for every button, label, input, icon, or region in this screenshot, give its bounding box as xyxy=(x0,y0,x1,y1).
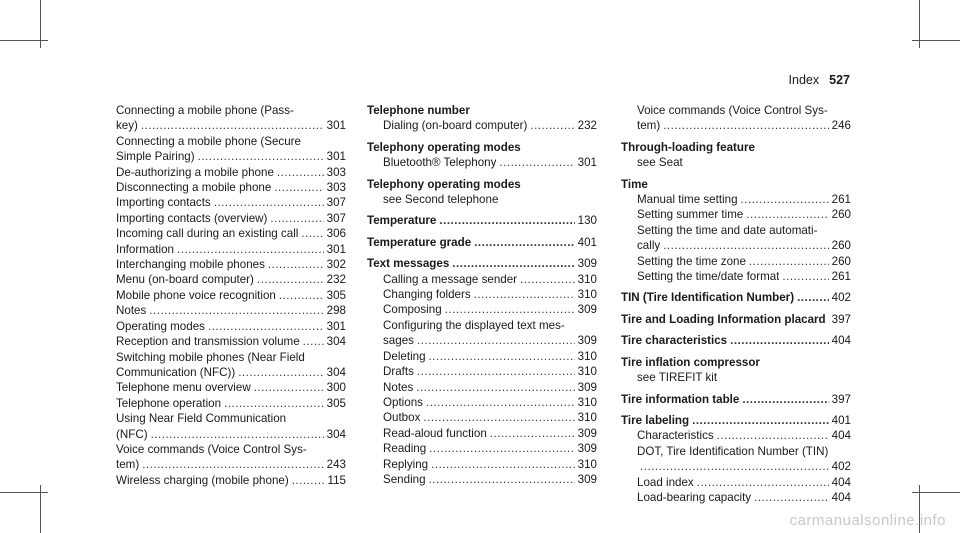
index-row[interactable] xyxy=(367,256,597,271)
entry-heading: Telephony operating modes xyxy=(367,140,521,154)
page-ref: 404 xyxy=(831,429,851,443)
page-ref: 304 xyxy=(326,335,346,349)
entry-text: Bluetooth® Telephony xyxy=(383,156,497,170)
index-row[interactable] xyxy=(367,333,597,348)
page-ref: 307 xyxy=(326,211,346,225)
list-item xyxy=(116,272,346,287)
index-row[interactable] xyxy=(367,426,597,441)
index-row[interactable] xyxy=(621,118,851,133)
index-row[interactable] xyxy=(621,312,851,327)
entry-text: Information xyxy=(116,242,174,256)
index-row[interactable] xyxy=(367,441,597,456)
page-ref: 305 xyxy=(326,396,346,410)
index-row[interactable] xyxy=(621,490,851,505)
page-number: 527 xyxy=(829,73,850,87)
index-row[interactable] xyxy=(116,118,346,133)
leader-dots xyxy=(797,290,829,305)
entry-text: key) xyxy=(116,119,138,133)
leader-dots xyxy=(697,475,829,490)
entry-text: Setting the time and date automati- xyxy=(637,223,818,237)
index-row[interactable] xyxy=(116,211,346,226)
entry-text: Simple Pairing) xyxy=(116,150,195,164)
entry-text: Drafts xyxy=(383,365,414,379)
page-header xyxy=(789,73,850,87)
entry-text: Menu (on-board computer) xyxy=(116,273,254,287)
leader-dots xyxy=(742,392,828,407)
page-ref: 310 xyxy=(577,288,597,302)
index-entry xyxy=(367,140,597,171)
leader-dots xyxy=(452,256,574,271)
leader-dots xyxy=(746,207,828,222)
entry-heading: Tire information table xyxy=(621,392,740,406)
index-column-1 xyxy=(116,103,346,488)
page-ref: 404 xyxy=(831,490,851,504)
leader-dots xyxy=(749,254,829,269)
leader-dots xyxy=(530,118,574,133)
page-ref: 304 xyxy=(326,365,346,379)
entry-text: Reading xyxy=(383,442,427,456)
leader-dots xyxy=(277,165,324,180)
index-entry xyxy=(621,177,851,285)
page-ref: 301 xyxy=(326,242,346,256)
leader-dots xyxy=(279,288,324,303)
page-ref: 310 xyxy=(577,272,597,286)
index-row[interactable] xyxy=(116,257,346,272)
page-ref: 304 xyxy=(326,427,346,441)
entry-text: Incoming call during an existing call xyxy=(116,227,299,241)
leader-dots xyxy=(445,302,575,317)
leader-dots xyxy=(177,242,324,257)
entry-text: Importing contacts (overview) xyxy=(116,211,268,225)
index-row[interactable] xyxy=(116,195,346,210)
page-ref: 301 xyxy=(326,319,346,333)
leader-dots xyxy=(692,413,829,428)
page-ref: 246 xyxy=(831,119,851,133)
list-item xyxy=(116,319,346,334)
index-column-3 xyxy=(621,103,851,511)
entry-text: Options xyxy=(383,395,423,409)
page-ref: 307 xyxy=(326,196,346,210)
index-row[interactable] xyxy=(116,149,346,164)
index-row[interactable] xyxy=(367,118,597,133)
entry-text: Calling a message sender xyxy=(383,272,518,286)
leader-dots xyxy=(238,365,323,380)
entry-heading: Text messages xyxy=(367,257,450,271)
index-row[interactable] xyxy=(621,254,851,269)
page-ref: 232 xyxy=(577,119,597,133)
leader-dots xyxy=(431,457,575,472)
entry-text: Notes xyxy=(383,380,414,394)
list-item xyxy=(116,334,346,349)
page-ref: 310 xyxy=(577,365,597,379)
page-ref: 232 xyxy=(326,273,346,287)
index-row[interactable] xyxy=(621,428,851,443)
entry-text: Interchanging mobile phones xyxy=(116,258,265,272)
page-ref: 401 xyxy=(831,413,851,427)
leader-dots xyxy=(741,192,829,207)
crop-mark xyxy=(912,40,960,41)
page-ref: 309 xyxy=(577,472,597,486)
entry-text: De-authorizing a mobile phone xyxy=(116,165,274,179)
page-ref: 130 xyxy=(577,214,597,228)
index-row[interactable] xyxy=(621,269,851,284)
index-entry xyxy=(621,290,851,305)
leader-dots xyxy=(224,396,324,411)
leader-dots xyxy=(142,457,323,472)
leader-dots xyxy=(301,226,323,241)
entry-text: Importing contacts xyxy=(116,196,211,210)
index-row[interactable] xyxy=(367,457,597,472)
index-row[interactable] xyxy=(367,287,597,302)
index-row[interactable] xyxy=(116,226,346,241)
list-item xyxy=(116,180,346,195)
crop-mark xyxy=(912,492,960,493)
index-entry xyxy=(367,103,597,134)
leader-dots xyxy=(303,334,324,349)
leader-dots xyxy=(257,272,324,287)
page-ref: 298 xyxy=(326,304,346,318)
index-row[interactable] xyxy=(367,364,597,379)
leader-dots xyxy=(429,472,575,487)
index-row[interactable] xyxy=(116,473,346,488)
index-entry xyxy=(621,355,851,386)
entry-heading: Tire labeling xyxy=(621,413,690,427)
leader-dots xyxy=(254,380,324,395)
entry-heading: Tire characteristics xyxy=(621,334,728,348)
leader-dots xyxy=(270,211,323,226)
page-ref: 402 xyxy=(831,291,851,305)
index-entry xyxy=(367,213,597,228)
index-row[interactable] xyxy=(116,180,346,195)
entry-heading: Temperature grade xyxy=(367,235,472,249)
index-row[interactable] xyxy=(367,272,597,287)
entry-text: Switching mobile phones (Near Field xyxy=(116,350,305,364)
list-item xyxy=(116,303,346,318)
index-row[interactable] xyxy=(621,392,851,407)
page-ref: 301 xyxy=(577,156,597,170)
index-row[interactable] xyxy=(116,242,346,257)
page-ref: 310 xyxy=(577,395,597,409)
entry-heading: Tire and Loading Information placard xyxy=(621,312,826,326)
page-ref: 309 xyxy=(577,257,597,271)
list-item xyxy=(116,442,346,473)
entry-text: tem) xyxy=(637,119,661,133)
index-row[interactable] xyxy=(116,272,346,287)
index-row[interactable] xyxy=(621,333,851,348)
index-row[interactable] xyxy=(367,380,597,395)
index-row[interactable] xyxy=(116,288,346,303)
list-item xyxy=(116,195,346,210)
index-entry xyxy=(621,392,851,407)
page-ref: 301 xyxy=(326,150,346,164)
index-row[interactable] xyxy=(621,238,851,253)
entry-text: Reception and transmission volume xyxy=(116,335,300,349)
entry-text: Composing xyxy=(383,303,442,317)
entry-text: Read-aloud function xyxy=(383,426,487,440)
page-ref: 260 xyxy=(831,208,851,222)
entry-text: Communication (NFC)) xyxy=(116,365,236,379)
page-ref: 309 xyxy=(577,442,597,456)
leader-dots xyxy=(417,333,575,348)
list-item xyxy=(116,380,346,395)
leader-dots xyxy=(663,118,828,133)
index-row[interactable] xyxy=(116,427,346,442)
index-row[interactable] xyxy=(367,302,597,317)
list-item xyxy=(116,411,346,442)
index-row[interactable] xyxy=(116,334,346,349)
page-ref: 300 xyxy=(326,381,346,395)
entry-text: Operating modes xyxy=(116,319,205,333)
index-row[interactable] xyxy=(116,396,346,411)
leader-dots xyxy=(429,441,574,456)
leader-dots xyxy=(782,269,828,284)
leader-dots xyxy=(499,155,574,170)
list-item xyxy=(116,226,346,241)
list-item xyxy=(116,242,346,257)
header-label: Index xyxy=(788,73,820,87)
page-ref: 302 xyxy=(326,258,346,272)
leader-dots xyxy=(198,149,324,164)
index-entry xyxy=(621,312,851,327)
entry-heading: Temperature xyxy=(367,214,437,228)
page-ref: 309 xyxy=(577,303,597,317)
leader-dots xyxy=(214,195,324,210)
leader-dots xyxy=(151,427,324,442)
index-entry xyxy=(621,140,851,171)
entry-text: cally xyxy=(637,239,661,253)
leader-dots xyxy=(474,235,574,250)
index-row[interactable] xyxy=(116,319,346,334)
watermark: carmanualsonline.info xyxy=(789,512,946,529)
see-reference: see TIREFIT kit xyxy=(637,371,718,385)
index-entry xyxy=(367,256,597,487)
page-ref: 260 xyxy=(831,254,851,268)
entry-text: Connecting a mobile phone (Pass- xyxy=(116,104,294,117)
page-ref: 303 xyxy=(326,165,346,179)
entry-text: Manual time setting xyxy=(637,193,738,207)
leader-dots xyxy=(141,118,324,133)
entry-text: Notes xyxy=(116,304,147,318)
page-ref: 261 xyxy=(831,270,851,284)
index-row[interactable] xyxy=(621,192,851,207)
page-ref: 309 xyxy=(577,426,597,440)
leader-dots xyxy=(149,303,323,318)
leader-dots xyxy=(730,333,829,348)
index-row[interactable] xyxy=(367,155,597,170)
entry-heading: TIN (Tire Identification Number) xyxy=(621,291,795,305)
index-entry xyxy=(621,333,851,348)
entry-heading: Through-loading feature xyxy=(621,140,755,154)
entry-text: Wireless charging (mobile phone) xyxy=(116,473,289,487)
see-reference: see Second telephone xyxy=(383,193,499,207)
page-ref: 310 xyxy=(577,411,597,425)
page-ref: 309 xyxy=(577,380,597,394)
index-row[interactable] xyxy=(367,395,597,410)
page-ref: 401 xyxy=(577,235,597,249)
entry-heading: Time xyxy=(621,177,648,191)
index-entry xyxy=(367,177,597,208)
see-reference: see Seat xyxy=(637,156,683,170)
index-row[interactable] xyxy=(367,235,597,250)
index-row[interactable] xyxy=(621,459,851,474)
entry-text: Voice commands (Voice Control Sys- xyxy=(116,442,307,456)
list-item xyxy=(116,134,346,165)
entry-text: (NFC) xyxy=(116,427,148,441)
leader-dots xyxy=(416,380,574,395)
list-item xyxy=(116,396,346,411)
page-ref: 309 xyxy=(577,334,597,348)
entry-text: Telephone menu overview xyxy=(116,381,251,395)
page-ref: 261 xyxy=(831,193,851,207)
entry-heading: Tire inflation compressor xyxy=(621,355,760,369)
entry-text: Sending xyxy=(383,472,426,486)
entry-text: Deleting xyxy=(383,349,426,363)
list-item xyxy=(116,165,346,180)
index-row[interactable] xyxy=(621,413,851,428)
entry-text: Outbox xyxy=(383,411,421,425)
index-row[interactable] xyxy=(621,290,851,305)
entry-text: Setting the time/date format xyxy=(637,270,780,284)
page-ref: 306 xyxy=(326,227,346,241)
index-row[interactable] xyxy=(116,457,346,472)
entry-text: Voice commands (Voice Control Sys- xyxy=(637,104,828,117)
leader-dots xyxy=(417,364,575,379)
list-item xyxy=(116,350,346,381)
index-row[interactable] xyxy=(367,410,597,425)
entry-text: Using Near Field Communication xyxy=(116,412,287,426)
entry-text: Mobile phone voice recognition xyxy=(116,288,276,302)
leader-dots xyxy=(490,426,575,441)
index-row[interactable] xyxy=(116,165,346,180)
entry-text: tem) xyxy=(116,458,140,472)
list-item xyxy=(116,103,346,134)
crop-mark xyxy=(0,492,48,493)
index-row[interactable] xyxy=(621,207,851,222)
entry-text: DOT, Tire Identification Number (TIN) xyxy=(637,444,829,458)
index-row[interactable] xyxy=(367,349,597,364)
entry-heading: Telephony operating modes xyxy=(367,177,521,191)
list-item xyxy=(116,288,346,303)
entry-text: Load index xyxy=(637,475,694,489)
entry-text: Connecting a mobile phone (Secure xyxy=(116,134,301,148)
index-row[interactable] xyxy=(116,365,346,380)
list-item xyxy=(116,473,346,488)
entry-text: Setting summer time xyxy=(637,208,744,222)
page-ref: 310 xyxy=(577,457,597,471)
leader-dots xyxy=(423,410,574,425)
page-ref: 305 xyxy=(326,288,346,302)
page-ref: 310 xyxy=(577,349,597,363)
leader-dots xyxy=(663,238,828,253)
leader-dots xyxy=(208,319,324,334)
entry-text: Characteristics xyxy=(637,429,714,443)
index-entry xyxy=(621,413,851,505)
page-ref: 303 xyxy=(326,181,346,195)
leader-dots xyxy=(520,272,575,287)
index-row[interactable] xyxy=(367,472,597,487)
leader-dots xyxy=(429,349,575,364)
page-ref: 243 xyxy=(326,458,346,472)
leader-dots xyxy=(754,490,829,505)
page-ref: 404 xyxy=(831,334,851,348)
list-item xyxy=(116,211,346,226)
leader-dots xyxy=(717,428,829,443)
index-row[interactable] xyxy=(116,303,346,318)
page-ref: 397 xyxy=(831,312,851,326)
index-entry xyxy=(367,235,597,250)
leader-dots xyxy=(426,395,575,410)
index-row[interactable] xyxy=(367,213,597,228)
entry-text: Replying xyxy=(383,457,429,471)
index-row[interactable] xyxy=(621,475,851,490)
page-ref: 404 xyxy=(831,475,851,489)
entry-heading: Telephone number xyxy=(367,104,470,117)
index-entry xyxy=(621,103,851,134)
page-ref: 260 xyxy=(831,239,851,253)
entry-text: Setting the time zone xyxy=(637,254,746,268)
leader-dots xyxy=(474,287,575,302)
entry-text: Telephone operation xyxy=(116,396,222,410)
crop-mark xyxy=(0,40,48,41)
leader-dots xyxy=(439,213,574,228)
leader-dots xyxy=(292,473,325,488)
entry-text: sages xyxy=(383,334,414,348)
page-ref: 397 xyxy=(831,392,851,406)
leader-dots xyxy=(268,257,324,272)
leader-dots xyxy=(640,459,829,474)
index-column-2 xyxy=(367,103,597,493)
entry-text: Load-bearing capacity xyxy=(637,490,752,504)
entry-text: Changing folders xyxy=(383,288,471,302)
entry-text: Disconnecting a mobile phone xyxy=(116,181,272,195)
index-row[interactable] xyxy=(116,380,346,395)
page-ref: 301 xyxy=(326,119,346,133)
leader-dots xyxy=(274,180,323,195)
page-ref: 115 xyxy=(327,473,346,487)
entry-text: Dialing (on-board computer) xyxy=(383,119,528,133)
entry-text: Configuring the displayed text mes- xyxy=(383,318,565,332)
page-ref: 402 xyxy=(831,460,851,474)
list-item xyxy=(116,257,346,272)
